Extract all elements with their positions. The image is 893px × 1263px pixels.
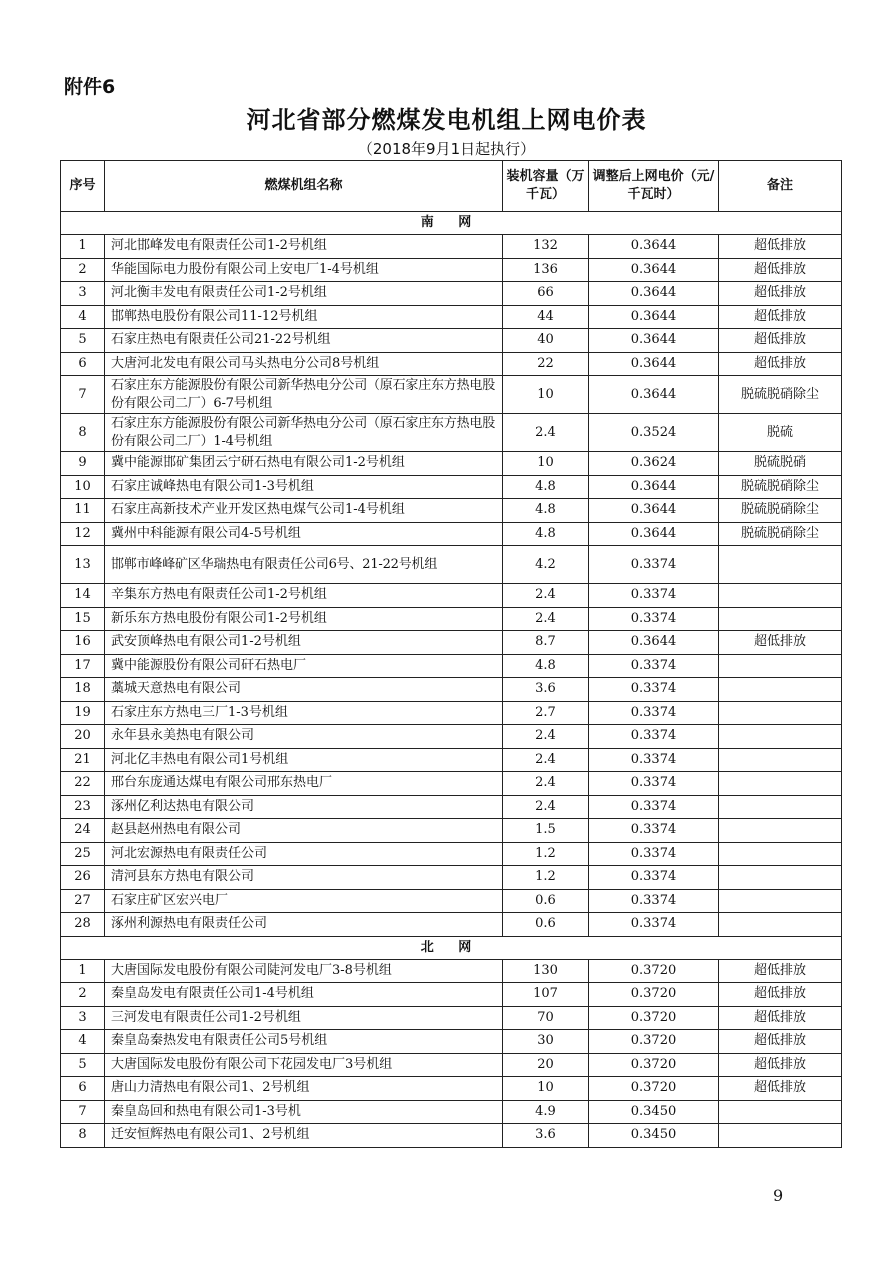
table-row: [61, 725, 842, 749]
header-capacity: 装机容量（万千瓦）: [503, 161, 589, 212]
cell-remark: [719, 701, 842, 725]
cell-no: 8: [61, 414, 105, 452]
section-row: [61, 936, 842, 959]
cell-remark: [719, 819, 842, 843]
cell-no: 17: [61, 654, 105, 678]
cell-no: 4: [61, 1030, 105, 1054]
table-row: [61, 748, 842, 772]
cell-name: 辛集东方热电有限责任公司1-2号机组: [105, 584, 503, 608]
cell-no: 25: [61, 842, 105, 866]
table-row: [61, 452, 842, 476]
cell-no: 27: [61, 889, 105, 913]
cell-name: 石家庄东方能源股份有限公司新华热电分公司（原石家庄东方热电股份有限公司二厂）1-4号机组: [105, 414, 503, 452]
cell-remark: 超低排放: [719, 1077, 842, 1101]
cell-name: 河北宏源热电有限责任公司: [105, 842, 503, 866]
cell-name: 迁安恒辉热电有限公司1、2号机组: [105, 1124, 503, 1148]
cell-name: 大唐国际发电股份有限公司下花园发电厂3号机组: [105, 1053, 503, 1077]
table-row: [61, 329, 842, 353]
cell-remark: 超低排放: [719, 352, 842, 376]
cell-capacity: 2.4: [503, 584, 589, 608]
cell-price: 0.3720: [589, 983, 719, 1007]
cell-name: 武安顶峰热电有限公司1-2号机组: [105, 631, 503, 655]
cell-capacity: 4.2: [503, 546, 589, 584]
cell-price: 0.3644: [589, 235, 719, 259]
cell-capacity: 132: [503, 235, 589, 259]
cell-remark: [719, 725, 842, 749]
table-row: [61, 1124, 842, 1148]
cell-remark: 超低排放: [719, 983, 842, 1007]
cell-price: 0.3644: [589, 475, 719, 499]
cell-name: 三河发电有限责任公司1-2号机组: [105, 1006, 503, 1030]
cell-name: 石家庄东方能源股份有限公司新华热电分公司（原石家庄东方热电股份有限公司二厂）6-7号机组: [105, 376, 503, 414]
table-row: [61, 654, 842, 678]
cell-price: 0.3644: [589, 305, 719, 329]
cell-capacity: 0.6: [503, 889, 589, 913]
cell-name: 唐山力清热电有限公司1、2号机组: [105, 1077, 503, 1101]
cell-capacity: 4.9: [503, 1100, 589, 1124]
cell-no: 10: [61, 475, 105, 499]
cell-price: 0.3644: [589, 329, 719, 353]
cell-remark: 脱硫脱硝除尘: [719, 376, 842, 414]
cell-name: 石家庄东方热电三厂1-3号机组: [105, 701, 503, 725]
cell-remark: [719, 1124, 842, 1148]
cell-name: 永年县永美热电有限公司: [105, 725, 503, 749]
cell-capacity: 1.5: [503, 819, 589, 843]
cell-price: 0.3644: [589, 258, 719, 282]
cell-capacity: 1.2: [503, 842, 589, 866]
cell-remark: [719, 1100, 842, 1124]
cell-capacity: 0.6: [503, 913, 589, 937]
cell-capacity: 2.4: [503, 607, 589, 631]
cell-price: 0.3374: [589, 678, 719, 702]
page-title: 河北省部分燃煤发电机组上网电价表: [246, 106, 647, 134]
cell-no: 15: [61, 607, 105, 631]
table-row: [61, 701, 842, 725]
table-row: [61, 607, 842, 631]
cell-no: 11: [61, 499, 105, 523]
cell-name: 秦皇岛回和热电有限公司1-3号机: [105, 1100, 503, 1124]
table-row: [61, 913, 842, 937]
cell-name: 秦皇岛发电有限责任公司1-4号机组: [105, 983, 503, 1007]
cell-name: 大唐国际发电股份有限公司陡河发电厂3-8号机组: [105, 959, 503, 983]
cell-name: 邯郸热电股份有限公司11-12号机组: [105, 305, 503, 329]
cell-capacity: 3.6: [503, 678, 589, 702]
cell-remark: [719, 678, 842, 702]
cell-capacity: 2.4: [503, 414, 589, 452]
cell-remark: 超低排放: [719, 959, 842, 983]
cell-capacity: 10: [503, 1077, 589, 1101]
table-row: [61, 1006, 842, 1030]
table-body: [61, 212, 842, 1148]
cell-no: 9: [61, 452, 105, 476]
cell-remark: [719, 748, 842, 772]
header-name: 燃煤机组名称: [105, 161, 503, 212]
cell-no: 3: [61, 1006, 105, 1030]
cell-price: 0.3624: [589, 452, 719, 476]
cell-remark: [719, 842, 842, 866]
table-row: [61, 522, 842, 546]
cell-capacity: 4.8: [503, 654, 589, 678]
cell-remark: [719, 889, 842, 913]
cell-no: 18: [61, 678, 105, 702]
table-row: [61, 866, 842, 890]
table-row: [61, 235, 842, 259]
cell-remark: 超低排放: [719, 305, 842, 329]
cell-price: 0.3374: [589, 701, 719, 725]
table-row: [61, 842, 842, 866]
cell-no: 6: [61, 352, 105, 376]
cell-price: 0.3644: [589, 352, 719, 376]
attachment-label: 附件6: [64, 76, 116, 98]
table-row: [61, 1100, 842, 1124]
cell-remark: 脱硫脱硝除尘: [719, 475, 842, 499]
table-row: [61, 305, 842, 329]
table-row: [61, 772, 842, 796]
cell-capacity: 2.4: [503, 772, 589, 796]
table-row: [61, 352, 842, 376]
cell-no: 4: [61, 305, 105, 329]
header-price: 调整后上网电价（元/千瓦时）: [589, 161, 719, 212]
cell-no: 2: [61, 258, 105, 282]
table-row: [61, 631, 842, 655]
cell-no: 14: [61, 584, 105, 608]
cell-price: 0.3374: [589, 584, 719, 608]
table-row: [61, 983, 842, 1007]
cell-name: 河北亿丰热电有限公司1号机组: [105, 748, 503, 772]
cell-name: 石家庄热电有限责任公司21-22号机组: [105, 329, 503, 353]
cell-price: 0.3374: [589, 842, 719, 866]
cell-price: 0.3450: [589, 1124, 719, 1148]
cell-no: 13: [61, 546, 105, 584]
cell-capacity: 66: [503, 282, 589, 306]
section-title: 北 网: [61, 936, 842, 959]
cell-name: 赵县赵州热电有限公司: [105, 819, 503, 843]
cell-no: 1: [61, 235, 105, 259]
cell-no: 3: [61, 282, 105, 306]
cell-capacity: 4.8: [503, 522, 589, 546]
table-row: [61, 282, 842, 306]
cell-price: 0.3374: [589, 748, 719, 772]
cell-price: 0.3644: [589, 376, 719, 414]
section-row: [61, 212, 842, 235]
cell-remark: 脱硫脱硝除尘: [719, 499, 842, 523]
cell-price: 0.3644: [589, 499, 719, 523]
table-row: [61, 414, 842, 452]
cell-price: 0.3374: [589, 866, 719, 890]
cell-capacity: 10: [503, 376, 589, 414]
cell-name: 河北衡丰发电有限责任公司1-2号机组: [105, 282, 503, 306]
cell-price: 0.3374: [589, 772, 719, 796]
table-row: [61, 546, 842, 584]
cell-no: 20: [61, 725, 105, 749]
table-row: [61, 1077, 842, 1101]
cell-remark: 脱硫脱硝: [719, 452, 842, 476]
cell-capacity: 136: [503, 258, 589, 282]
cell-capacity: 2.7: [503, 701, 589, 725]
page-subtitle: （2018年9月1日起执行）: [357, 140, 536, 158]
cell-price: 0.3374: [589, 795, 719, 819]
cell-no: 1: [61, 959, 105, 983]
cell-name: 新乐东方热电股份有限公司1-2号机组: [105, 607, 503, 631]
cell-capacity: 20: [503, 1053, 589, 1077]
cell-no: 5: [61, 1053, 105, 1077]
cell-name: 冀中能源股份有限公司矸石热电厂: [105, 654, 503, 678]
cell-remark: [719, 772, 842, 796]
cell-name: 石家庄矿区宏兴电厂: [105, 889, 503, 913]
table-row: [61, 1053, 842, 1077]
cell-remark: 超低排放: [719, 1030, 842, 1054]
table-row: [61, 678, 842, 702]
table-row: [61, 1030, 842, 1054]
cell-remark: 超低排放: [719, 329, 842, 353]
page-number: 9: [773, 1186, 784, 1205]
cell-no: 19: [61, 701, 105, 725]
cell-capacity: 3.6: [503, 1124, 589, 1148]
cell-name: 冀州中科能源有限公司4-5号机组: [105, 522, 503, 546]
cell-no: 7: [61, 376, 105, 414]
cell-capacity: 8.7: [503, 631, 589, 655]
cell-price: 0.3720: [589, 1077, 719, 1101]
price-table: [60, 160, 842, 1148]
cell-remark: [719, 546, 842, 584]
cell-capacity: 130: [503, 959, 589, 983]
cell-no: 23: [61, 795, 105, 819]
cell-price: 0.3374: [589, 889, 719, 913]
cell-price: 0.3374: [589, 654, 719, 678]
cell-remark: 脱硫脱硝除尘: [719, 522, 842, 546]
cell-name: 河北邯峰发电有限责任公司1-2号机组: [105, 235, 503, 259]
cell-no: 2: [61, 983, 105, 1007]
table-row: [61, 376, 842, 414]
cell-price: 0.3720: [589, 1030, 719, 1054]
table-row: [61, 819, 842, 843]
cell-name: 藁城天意热电有限公司: [105, 678, 503, 702]
cell-price: 0.3644: [589, 631, 719, 655]
cell-capacity: 30: [503, 1030, 589, 1054]
cell-capacity: 2.4: [503, 748, 589, 772]
cell-name: 秦皇岛秦热发电有限责任公司5号机组: [105, 1030, 503, 1054]
cell-remark: 超低排放: [719, 1053, 842, 1077]
cell-no: 8: [61, 1124, 105, 1148]
cell-remark: [719, 866, 842, 890]
cell-price: 0.3524: [589, 414, 719, 452]
cell-no: 5: [61, 329, 105, 353]
cell-capacity: 4.8: [503, 499, 589, 523]
cell-remark: [719, 654, 842, 678]
cell-name: 涿州利源热电有限责任公司: [105, 913, 503, 937]
cell-price: 0.3374: [589, 607, 719, 631]
cell-capacity: 22: [503, 352, 589, 376]
cell-no: 6: [61, 1077, 105, 1101]
cell-no: 24: [61, 819, 105, 843]
cell-no: 7: [61, 1100, 105, 1124]
cell-price: 0.3720: [589, 1053, 719, 1077]
header-no: 序号: [61, 161, 105, 212]
cell-remark: [719, 584, 842, 608]
cell-no: 12: [61, 522, 105, 546]
cell-remark: [719, 607, 842, 631]
table-row: [61, 795, 842, 819]
cell-name: 清河县东方热电有限公司: [105, 866, 503, 890]
cell-name: 冀中能源邯矿集团云宁研石热电有限公司1-2号机组: [105, 452, 503, 476]
cell-remark: [719, 913, 842, 937]
table-row: [61, 889, 842, 913]
cell-price: 0.3720: [589, 1006, 719, 1030]
cell-remark: 超低排放: [719, 235, 842, 259]
cell-capacity: 2.4: [503, 725, 589, 749]
cell-price: 0.3374: [589, 546, 719, 584]
table-row: [61, 499, 842, 523]
cell-price: 0.3374: [589, 725, 719, 749]
table-row: [61, 584, 842, 608]
cell-name: 石家庄诚峰热电有限公司1-3号机组: [105, 475, 503, 499]
cell-no: 21: [61, 748, 105, 772]
cell-remark: 超低排放: [719, 1006, 842, 1030]
cell-price: 0.3450: [589, 1100, 719, 1124]
header-remark: 备注: [719, 161, 842, 212]
cell-price: 0.3374: [589, 913, 719, 937]
cell-capacity: 4.8: [503, 475, 589, 499]
cell-remark: 超低排放: [719, 282, 842, 306]
cell-capacity: 10: [503, 452, 589, 476]
table-header-row: [61, 161, 842, 212]
cell-name: 邯郸市峰峰矿区华瑞热电有限责任公司6号、21-22号机组: [105, 546, 503, 584]
table-row: [61, 959, 842, 983]
cell-capacity: 1.2: [503, 866, 589, 890]
cell-capacity: 70: [503, 1006, 589, 1030]
cell-capacity: 107: [503, 983, 589, 1007]
cell-remark: 超低排放: [719, 631, 842, 655]
cell-price: 0.3644: [589, 282, 719, 306]
cell-capacity: 40: [503, 329, 589, 353]
cell-name: 大唐河北发电有限公司马头热电分公司8号机组: [105, 352, 503, 376]
cell-name: 涿州亿利达热电有限公司: [105, 795, 503, 819]
cell-price: 0.3374: [589, 819, 719, 843]
cell-name: 华能国际电力股份有限公司上安电厂1-4号机组: [105, 258, 503, 282]
cell-name: 邢台东庞通达煤电有限公司邢东热电厂: [105, 772, 503, 796]
table-row: [61, 258, 842, 282]
cell-capacity: 2.4: [503, 795, 589, 819]
cell-price: 0.3720: [589, 959, 719, 983]
section-title: 南 网: [61, 212, 842, 235]
cell-no: 22: [61, 772, 105, 796]
cell-no: 26: [61, 866, 105, 890]
cell-remark: 脱硫: [719, 414, 842, 452]
cell-capacity: 44: [503, 305, 589, 329]
cell-no: 16: [61, 631, 105, 655]
cell-name: 石家庄高新技术产业开发区热电煤气公司1-4号机组: [105, 499, 503, 523]
cell-remark: 超低排放: [719, 258, 842, 282]
cell-price: 0.3644: [589, 522, 719, 546]
cell-no: 28: [61, 913, 105, 937]
table-row: [61, 475, 842, 499]
cell-remark: [719, 795, 842, 819]
